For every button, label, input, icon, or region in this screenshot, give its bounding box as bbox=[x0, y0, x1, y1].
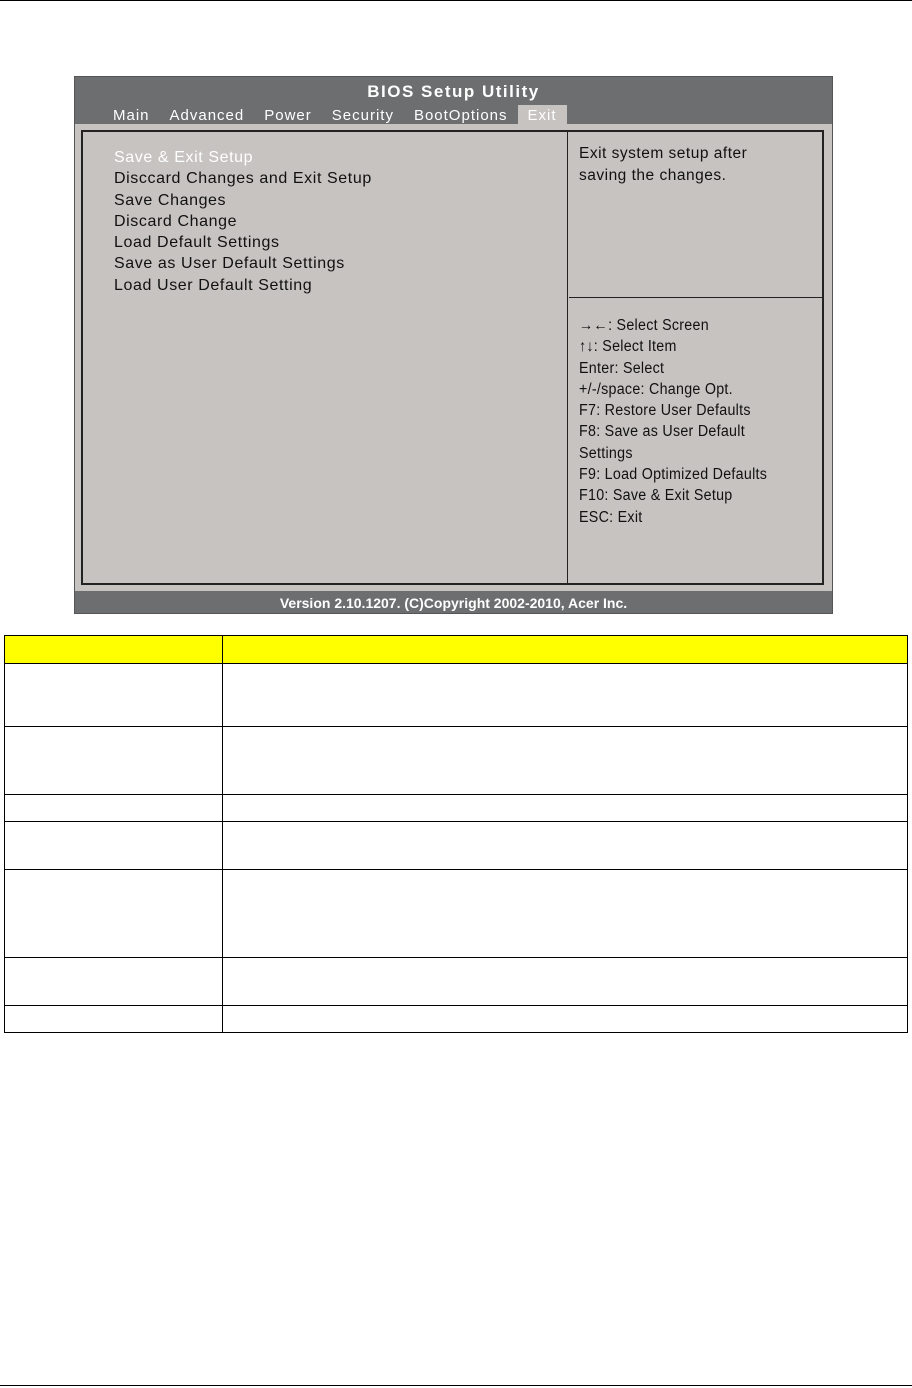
key-help-select-screen: →←: Select Screen bbox=[579, 317, 709, 334]
key-help-select-item: ↑↓: Select Item bbox=[579, 338, 677, 356]
menu-item-save-exit-setup[interactable]: Save & Exit Setup bbox=[114, 149, 254, 166]
tab-advanced[interactable]: Advanced bbox=[169, 107, 245, 124]
table-cell bbox=[223, 1006, 908, 1033]
bios-body bbox=[81, 130, 824, 585]
menu-item-save-user-default[interactable]: Save as User Default Settings bbox=[114, 255, 345, 273]
parameter-description-table bbox=[4, 635, 908, 1033]
key-help-f8: F8: Save as User Default bbox=[579, 423, 745, 441]
table-header-cell bbox=[5, 636, 223, 664]
bios-header bbox=[75, 77, 832, 124]
menu-panel bbox=[83, 132, 568, 583]
key-help-f7: F7: Restore User Defaults bbox=[579, 402, 751, 420]
table-row bbox=[5, 822, 908, 870]
key-help-f8-cont: Settings bbox=[579, 444, 633, 462]
table-cell bbox=[5, 822, 223, 870]
tab-exit[interactable]: Exit bbox=[518, 105, 567, 124]
table-row bbox=[5, 795, 908, 822]
menu-item-discard-change[interactable]: Discard Change bbox=[114, 212, 238, 230]
key-help-list bbox=[579, 315, 784, 528]
table-cell bbox=[5, 664, 223, 727]
tab-power[interactable]: Power bbox=[264, 107, 312, 124]
table-cell bbox=[223, 795, 908, 822]
key-help-f9: F9: Load Optimized Defaults bbox=[579, 466, 768, 484]
table-cell bbox=[5, 958, 223, 1006]
exit-menu-list bbox=[114, 147, 372, 296]
table-cell bbox=[5, 870, 223, 958]
table-row bbox=[5, 1006, 908, 1033]
table-cell bbox=[5, 795, 223, 822]
item-help-text: Exit system setup after saving the changes. bbox=[579, 145, 748, 184]
menu-item-load-user-default[interactable]: Load User Default Setting bbox=[114, 276, 313, 294]
bios-title: BIOS Setup Utility bbox=[367, 82, 540, 101]
tab-security[interactable]: Security bbox=[331, 107, 394, 124]
table-cell bbox=[5, 1006, 223, 1033]
table-row bbox=[5, 870, 908, 958]
table-header-cell bbox=[223, 636, 908, 664]
table-cell bbox=[223, 727, 908, 795]
table-cell bbox=[223, 822, 908, 870]
table-header-row bbox=[5, 636, 908, 664]
table-cell bbox=[223, 870, 908, 958]
table-cell bbox=[5, 727, 223, 795]
key-help-esc: ESC: Exit bbox=[579, 508, 643, 526]
bios-footer: Version 2.10.1207. (C)Copyright 2002-2010, Acer Inc. bbox=[75, 591, 832, 613]
bios-tab-bar bbox=[103, 105, 567, 124]
table-row bbox=[5, 958, 908, 1006]
key-help-f10: F10: Save & Exit Setup bbox=[579, 487, 733, 505]
table-row bbox=[5, 664, 908, 727]
key-help-enter: Enter: Select bbox=[579, 359, 665, 377]
menu-item-load-default-settings[interactable]: Load Default Settings bbox=[114, 234, 280, 252]
page-top-rule bbox=[0, 0, 912, 1]
bios-screen bbox=[74, 76, 833, 614]
table-cell bbox=[223, 958, 908, 1006]
tab-main[interactable]: Main bbox=[113, 107, 150, 124]
item-help-panel bbox=[569, 132, 822, 298]
menu-item-discard-changes-exit[interactable]: Disccard Changes and Exit Setup bbox=[114, 170, 372, 188]
tab-bootoptions[interactable]: BootOptions bbox=[413, 107, 508, 124]
table-row bbox=[5, 727, 908, 795]
key-help-change-opt: +/-/space: Change Opt. bbox=[579, 380, 733, 398]
menu-item-save-changes[interactable]: Save Changes bbox=[114, 191, 227, 209]
page-bottom-rule bbox=[0, 1385, 912, 1386]
table-cell bbox=[223, 664, 908, 727]
